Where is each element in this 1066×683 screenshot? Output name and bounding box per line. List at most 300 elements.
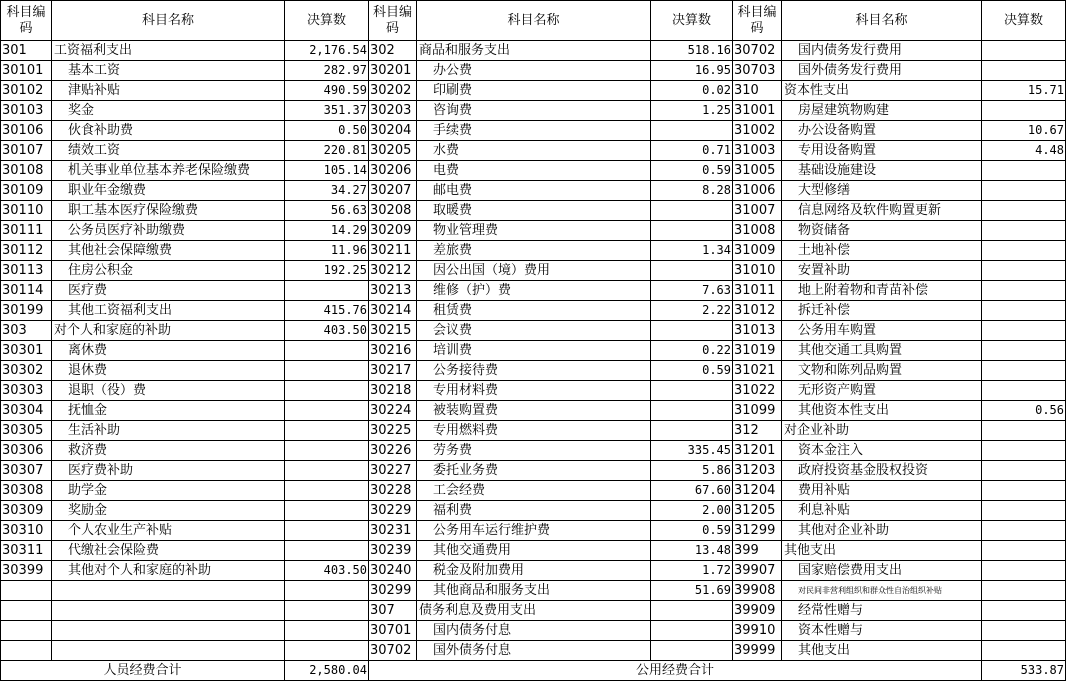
subject-amount	[982, 381, 1066, 401]
subject-amount	[285, 601, 369, 621]
subject-code: 399	[733, 541, 782, 561]
subject-amount: 192.25	[285, 261, 369, 281]
subject-name	[52, 601, 285, 621]
subject-amount: 67.60	[651, 481, 733, 501]
subject-code: 30103	[1, 101, 52, 121]
subject-amount: 34.27	[285, 181, 369, 201]
subject-amount: 0.22	[651, 341, 733, 361]
subject-name: 其他社会保障缴费	[52, 241, 285, 261]
subject-code: 31201	[733, 441, 782, 461]
subject-name: 工资福利支出	[52, 41, 285, 61]
subject-name: 债务利息及费用支出	[417, 601, 651, 621]
subject-code: 30107	[1, 141, 52, 161]
subject-name: 职业年金缴费	[52, 181, 285, 201]
subject-name: 维修（护）费	[417, 281, 651, 301]
subject-name: 国外债务付息	[417, 641, 651, 661]
subject-amount	[285, 481, 369, 501]
subject-amount	[285, 641, 369, 661]
subject-name: 培训费	[417, 341, 651, 361]
subject-amount	[651, 261, 733, 281]
subject-amount: 351.37	[285, 101, 369, 121]
subject-amount: 105.14	[285, 161, 369, 181]
subject-amount	[651, 221, 733, 241]
subject-name: 文物和陈列品购置	[782, 361, 982, 381]
subject-name: 医疗费补助	[52, 461, 285, 481]
subject-amount	[982, 241, 1066, 261]
table-row	[1, 621, 1066, 641]
subject-amount	[285, 581, 369, 601]
subject-code: 30240	[369, 561, 417, 581]
subject-code: 30703	[733, 61, 782, 81]
subject-amount	[982, 621, 1066, 641]
header-amount-1: 决算数	[285, 1, 369, 41]
subject-name: 奖励金	[52, 501, 285, 521]
subject-code: 30226	[369, 441, 417, 461]
subject-name: 大型修缮	[782, 181, 982, 201]
table-row	[1, 261, 1066, 281]
subject-code: 30211	[369, 241, 417, 261]
subject-code: 30209	[369, 221, 417, 241]
subject-name: 救济费	[52, 441, 285, 461]
subject-code: 30702	[733, 41, 782, 61]
subject-code: 30199	[1, 301, 52, 321]
table-row	[1, 601, 1066, 621]
subject-name: 离休费	[52, 341, 285, 361]
subject-name: 无形资产购置	[782, 381, 982, 401]
subject-amount	[982, 561, 1066, 581]
subject-code: 30702	[369, 641, 417, 661]
subject-code	[1, 581, 52, 601]
subject-amount	[651, 321, 733, 341]
subject-name: 租赁费	[417, 301, 651, 321]
subject-code	[1, 601, 52, 621]
subject-name: 基本工资	[52, 61, 285, 81]
subject-amount	[982, 541, 1066, 561]
subject-code: 30399	[1, 561, 52, 581]
subject-code: 30301	[1, 341, 52, 361]
subject-code	[1, 641, 52, 661]
subject-name: 办公费	[417, 61, 651, 81]
subject-amount: 11.96	[285, 241, 369, 261]
subject-name	[52, 641, 285, 661]
subject-name: 住房公积金	[52, 261, 285, 281]
subject-amount: 13.48	[651, 541, 733, 561]
subject-amount: 0.71	[651, 141, 733, 161]
subject-name: 国外债务发行费用	[782, 61, 982, 81]
subject-amount: 415.76	[285, 301, 369, 321]
subject-code: 301	[1, 41, 52, 61]
subject-amount	[285, 341, 369, 361]
subject-name: 房屋建筑物购建	[782, 101, 982, 121]
subject-name: 资本性支出	[782, 81, 982, 101]
subject-amount: 1.25	[651, 101, 733, 121]
subject-name: 津贴补贴	[52, 81, 285, 101]
subject-code: 310	[733, 81, 782, 101]
subject-amount	[651, 601, 733, 621]
header-amount-3: 决算数	[982, 1, 1066, 41]
subject-name: 资本金注入	[782, 441, 982, 461]
subject-name: 国内债务发行费用	[782, 41, 982, 61]
subject-name: 助学金	[52, 481, 285, 501]
public-total-value: 533.87	[982, 661, 1066, 681]
subject-code: 30203	[369, 101, 417, 121]
header-code-2: 科目编码	[369, 1, 417, 41]
subject-amount	[982, 581, 1066, 601]
subject-amount	[982, 261, 1066, 281]
subject-name: 因公出国（境）费用	[417, 261, 651, 281]
subject-code: 30229	[369, 501, 417, 521]
subject-name: 土地补偿	[782, 241, 982, 261]
subject-code: 30224	[369, 401, 417, 421]
subject-name: 其他支出	[782, 641, 982, 661]
subject-amount	[982, 441, 1066, 461]
subject-amount	[982, 461, 1066, 481]
subject-name: 咨询费	[417, 101, 651, 121]
table-row	[1, 181, 1066, 201]
subject-amount	[285, 361, 369, 381]
header-row	[1, 1, 1066, 41]
subject-amount	[651, 641, 733, 661]
subject-code: 31010	[733, 261, 782, 281]
header-name-2: 科目名称	[417, 1, 651, 41]
subject-name: 专用材料费	[417, 381, 651, 401]
subject-code: 31019	[733, 341, 782, 361]
subject-amount: 0.59	[651, 521, 733, 541]
subject-amount	[285, 401, 369, 421]
subject-code: 31005	[733, 161, 782, 181]
subject-code: 30208	[369, 201, 417, 221]
subject-code: 31204	[733, 481, 782, 501]
subject-code: 30106	[1, 121, 52, 141]
subject-amount	[285, 281, 369, 301]
subject-code: 31006	[733, 181, 782, 201]
subject-code: 30227	[369, 461, 417, 481]
subject-amount	[651, 421, 733, 441]
subject-amount	[285, 501, 369, 521]
subject-code: 39909	[733, 601, 782, 621]
subject-code: 31011	[733, 281, 782, 301]
header-code-1: 科目编码	[1, 1, 52, 41]
subject-amount: 220.81	[285, 141, 369, 161]
subject-name: 政府投资基金股权投资	[782, 461, 982, 481]
subject-name: 经常性赠与	[782, 601, 982, 621]
subject-name: 其他商品和服务支出	[417, 581, 651, 601]
subject-name: 会议费	[417, 321, 651, 341]
table-row	[1, 361, 1066, 381]
subject-code: 30101	[1, 61, 52, 81]
subject-amount	[651, 201, 733, 221]
subject-amount	[982, 341, 1066, 361]
subject-amount	[285, 381, 369, 401]
subject-amount	[982, 641, 1066, 661]
subject-name: 个人农业生产补贴	[52, 521, 285, 541]
subject-amount: 490.59	[285, 81, 369, 101]
subject-code: 31205	[733, 501, 782, 521]
table-row	[1, 321, 1066, 341]
subject-amount	[982, 361, 1066, 381]
subject-amount: 15.71	[982, 81, 1066, 101]
subject-code: 30701	[369, 621, 417, 641]
subject-code: 31007	[733, 201, 782, 221]
subject-code: 30108	[1, 161, 52, 181]
subject-name: 手续费	[417, 121, 651, 141]
subject-name: 物业管理费	[417, 221, 651, 241]
table-row	[1, 521, 1066, 541]
subject-code: 30310	[1, 521, 52, 541]
subject-code: 31013	[733, 321, 782, 341]
subject-amount	[651, 121, 733, 141]
subject-name: 绩效工资	[52, 141, 285, 161]
subject-amount: 0.56	[982, 401, 1066, 421]
subject-code: 30231	[369, 521, 417, 541]
subject-code: 30299	[369, 581, 417, 601]
subject-name: 劳务费	[417, 441, 651, 461]
subject-name: 商品和服务支出	[417, 41, 651, 61]
subject-name: 资本性赠与	[782, 621, 982, 641]
subject-code: 39999	[733, 641, 782, 661]
table-row	[1, 301, 1066, 321]
subject-name	[52, 621, 285, 641]
table-row	[1, 121, 1066, 141]
subject-code: 30114	[1, 281, 52, 301]
subject-code: 30112	[1, 241, 52, 261]
table-row	[1, 561, 1066, 581]
subject-name: 专用燃料费	[417, 421, 651, 441]
subject-amount	[982, 521, 1066, 541]
subject-amount	[651, 401, 733, 421]
subject-amount	[982, 221, 1066, 241]
subject-amount	[285, 621, 369, 641]
subject-amount	[285, 421, 369, 441]
subject-amount	[982, 281, 1066, 301]
subject-code: 31299	[733, 521, 782, 541]
subject-amount: 56.63	[285, 201, 369, 221]
subject-code: 31021	[733, 361, 782, 381]
subject-code: 30215	[369, 321, 417, 341]
header-name-3: 科目名称	[782, 1, 982, 41]
table-row	[1, 221, 1066, 241]
subject-code: 30225	[369, 421, 417, 441]
subject-name: 差旅费	[417, 241, 651, 261]
subject-code: 31022	[733, 381, 782, 401]
subject-amount: 4.48	[982, 141, 1066, 161]
subject-name: 办公设备购置	[782, 121, 982, 141]
subject-name: 伙食补助费	[52, 121, 285, 141]
subject-code: 30304	[1, 401, 52, 421]
subject-name: 退职（役）费	[52, 381, 285, 401]
subject-name: 信息网络及软件购置更新	[782, 201, 982, 221]
subject-code: 307	[369, 601, 417, 621]
subject-code: 30206	[369, 161, 417, 181]
subject-code: 30308	[1, 481, 52, 501]
subject-code: 30204	[369, 121, 417, 141]
table-row	[1, 101, 1066, 121]
table-row	[1, 81, 1066, 101]
subject-amount	[285, 461, 369, 481]
subject-amount: 14.29	[285, 221, 369, 241]
public-total-label: 公用经费合计	[369, 661, 982, 681]
subject-code: 30309	[1, 501, 52, 521]
subject-code: 30306	[1, 441, 52, 461]
subject-name: 地上附着物和青苗补偿	[782, 281, 982, 301]
subject-code: 30214	[369, 301, 417, 321]
subject-name: 其他资本性支出	[782, 401, 982, 421]
subject-name: 公务用车运行维护费	[417, 521, 651, 541]
subject-amount: 0.59	[651, 161, 733, 181]
subject-amount: 1.72	[651, 561, 733, 581]
subject-amount: 403.50	[285, 321, 369, 341]
subject-name: 专用设备购置	[782, 141, 982, 161]
subject-amount: 10.67	[982, 121, 1066, 141]
subject-code: 31012	[733, 301, 782, 321]
subject-code: 30113	[1, 261, 52, 281]
subject-code: 39907	[733, 561, 782, 581]
subject-code: 30216	[369, 341, 417, 361]
subject-name: 其他支出	[782, 541, 982, 561]
subject-code: 31009	[733, 241, 782, 261]
personnel-total-value: 2,580.04	[285, 661, 369, 681]
subject-name: 水费	[417, 141, 651, 161]
subject-code: 30239	[369, 541, 417, 561]
header-amount-2: 决算数	[651, 1, 733, 41]
subject-code: 30109	[1, 181, 52, 201]
personnel-total-label: 人员经费合计	[1, 661, 285, 681]
subject-amount: 2.00	[651, 501, 733, 521]
subject-code: 30305	[1, 421, 52, 441]
table-row	[1, 341, 1066, 361]
totals-row	[1, 661, 1066, 681]
table-row	[1, 41, 1066, 61]
subject-amount	[285, 441, 369, 461]
subject-code: 39910	[733, 621, 782, 641]
subject-name: 抚恤金	[52, 401, 285, 421]
subject-amount	[982, 41, 1066, 61]
subject-amount	[651, 381, 733, 401]
subject-code: 30218	[369, 381, 417, 401]
subject-code: 31002	[733, 121, 782, 141]
subject-name: 对企业补助	[782, 421, 982, 441]
subject-amount: 8.28	[651, 181, 733, 201]
subject-amount: 282.97	[285, 61, 369, 81]
subject-name: 利息补贴	[782, 501, 982, 521]
subject-code: 31008	[733, 221, 782, 241]
subject-code: 302	[369, 41, 417, 61]
subject-code: 30217	[369, 361, 417, 381]
subject-code: 30311	[1, 541, 52, 561]
table-row	[1, 281, 1066, 301]
subject-name: 基础设施建设	[782, 161, 982, 181]
subject-code: 30111	[1, 221, 52, 241]
subject-name: 对民间非营利组织和群众性自治组织补贴	[782, 581, 982, 601]
subject-name: 退休费	[52, 361, 285, 381]
table-row	[1, 441, 1066, 461]
subject-name: 其他交通工具购置	[782, 341, 982, 361]
subject-amount	[285, 521, 369, 541]
subject-name: 税金及附加费用	[417, 561, 651, 581]
subject-code: 30302	[1, 361, 52, 381]
subject-name: 其他工资福利支出	[52, 301, 285, 321]
subject-name: 其他对企业补助	[782, 521, 982, 541]
subject-amount	[982, 481, 1066, 501]
subject-code: 30303	[1, 381, 52, 401]
subject-name: 印刷费	[417, 81, 651, 101]
subject-name: 奖金	[52, 101, 285, 121]
subject-name: 公务用车购置	[782, 321, 982, 341]
subject-name	[52, 581, 285, 601]
subject-amount	[982, 321, 1066, 341]
subject-amount	[982, 101, 1066, 121]
subject-amount: 403.50	[285, 561, 369, 581]
subject-code: 30102	[1, 81, 52, 101]
subject-amount: 51.69	[651, 581, 733, 601]
table-row	[1, 461, 1066, 481]
subject-code: 31001	[733, 101, 782, 121]
table-row	[1, 481, 1066, 501]
subject-code: 30110	[1, 201, 52, 221]
table-row	[1, 61, 1066, 81]
subject-amount: 7.63	[651, 281, 733, 301]
subject-amount	[982, 421, 1066, 441]
subject-code: 312	[733, 421, 782, 441]
subject-amount	[982, 201, 1066, 221]
subject-name: 委托业务费	[417, 461, 651, 481]
table-row	[1, 381, 1066, 401]
subject-name: 国家赔偿费用支出	[782, 561, 982, 581]
subject-amount: 518.16	[651, 41, 733, 61]
subject-amount	[982, 601, 1066, 621]
subject-amount: 5.86	[651, 461, 733, 481]
subject-amount: 0.59	[651, 361, 733, 381]
subject-amount	[285, 541, 369, 561]
table-row	[1, 241, 1066, 261]
subject-code: 30201	[369, 61, 417, 81]
subject-code: 30307	[1, 461, 52, 481]
subject-name: 代缴社会保险费	[52, 541, 285, 561]
header-code-3: 科目编码	[733, 1, 782, 41]
subject-code: 303	[1, 321, 52, 341]
table-row	[1, 141, 1066, 161]
subject-name: 工会经费	[417, 481, 651, 501]
subject-code: 31203	[733, 461, 782, 481]
subject-code: 30228	[369, 481, 417, 501]
subject-code: 31099	[733, 401, 782, 421]
table-row	[1, 641, 1066, 661]
table-row	[1, 541, 1066, 561]
subject-code: 30207	[369, 181, 417, 201]
table-row	[1, 201, 1066, 221]
header-name-1: 科目名称	[52, 1, 285, 41]
subject-name: 取暖费	[417, 201, 651, 221]
subject-name: 拆迁补偿	[782, 301, 982, 321]
subject-amount: 2,176.54	[285, 41, 369, 61]
subject-name: 公务接待费	[417, 361, 651, 381]
subject-amount	[982, 501, 1066, 521]
subject-amount	[982, 161, 1066, 181]
subject-name: 被装购置费	[417, 401, 651, 421]
subject-code: 30212	[369, 261, 417, 281]
subject-code: 31003	[733, 141, 782, 161]
table-row	[1, 161, 1066, 181]
subject-name: 安置补助	[782, 261, 982, 281]
table-row	[1, 421, 1066, 441]
subject-amount	[982, 61, 1066, 81]
subject-name: 福利费	[417, 501, 651, 521]
subject-code: 39908	[733, 581, 782, 601]
subject-code: 30202	[369, 81, 417, 101]
subject-name: 费用补贴	[782, 481, 982, 501]
subject-amount: 0.02	[651, 81, 733, 101]
subject-amount: 1.34	[651, 241, 733, 261]
